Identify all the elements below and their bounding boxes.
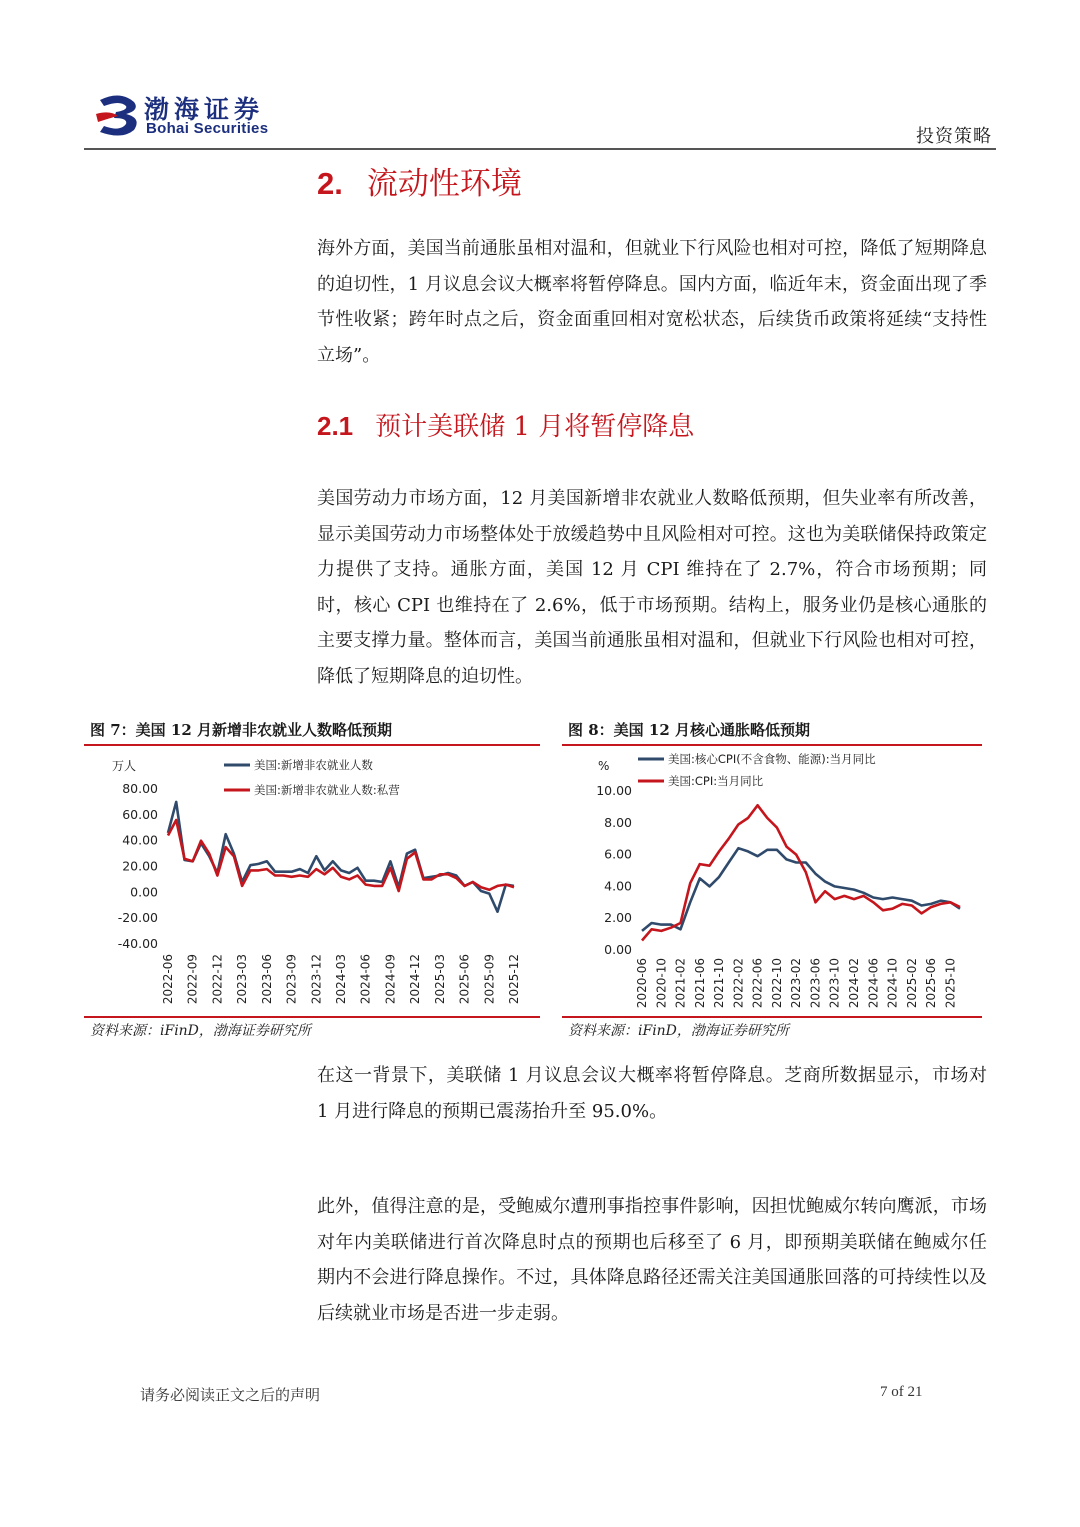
x-tick-label: 2021-10: [712, 958, 727, 1009]
x-tick-label: 2023-02: [789, 958, 804, 1009]
series-line-1: [168, 802, 514, 912]
section-number: 2.: [317, 166, 343, 201]
y-tick-label: 6.00: [604, 846, 632, 862]
x-tick-label: 2022-09: [185, 954, 200, 1005]
x-tick-label: 2025-02: [904, 958, 919, 1009]
logo-english-name: Bohai Securities: [146, 120, 269, 137]
x-tick-label: 2021-06: [692, 958, 707, 1009]
x-tick-label: 2025-12: [507, 954, 521, 1005]
x-tick-label: 2020-10: [654, 958, 669, 1009]
x-tick-label: 2025-03: [432, 954, 447, 1005]
subsection-title: 预计美联储 1 月将暂停降息: [375, 412, 695, 442]
x-tick-label: 2025-06: [457, 954, 472, 1005]
figure7-title: 图 7：美国 12 月新增非农就业人数略低预期: [90, 721, 392, 739]
subsection-heading: [317, 406, 694, 443]
x-tick-label: 2022-10: [769, 958, 784, 1009]
legend-label: 美国:新增非农就业人数: [254, 758, 373, 772]
y-unit-label: 万人: [112, 759, 137, 773]
x-tick-label: 2020-06: [635, 958, 649, 1009]
figure7-bottom-rule: [84, 1016, 540, 1018]
x-tick-label: 2024-06: [358, 954, 373, 1005]
x-tick-label: 2023-06: [259, 954, 274, 1005]
figure7-source: 资料来源：iFinD，渤海证券研究所: [90, 1023, 311, 1039]
x-tick-label: 2023-09: [284, 954, 299, 1005]
subsection-number: 2.1: [317, 411, 354, 441]
x-tick-label: 2024-12: [408, 954, 423, 1005]
legend-label: 美国:CPI:当月同比: [668, 774, 764, 788]
x-tick-label: 2024-10: [885, 958, 900, 1009]
paragraph-labor-inflation: 美国劳动力市场方面，12 月美国新增非农就业人数略低预期，但失业率有所改善，显示美国劳动力市场整体处于放缓趋势中且风险相对可控。这也为美联储保持政策定力提供了支持。通胀方面，美国 12 月 CPI 维持在了 2.7%，符合市场预期；同时，核心 CPI 也维持在了 2.6%，低于市场预期。结构上，服务业仍是核心通胀的主要支撑力量。整体而言，美国当前通胀虽相对温和，但就业下行风险也相对可控，降低了短期降息的迫切性。: [317, 488, 987, 687]
bohai-logo: [96, 92, 316, 142]
y-tick-label: 60.00: [122, 806, 158, 822]
page-number: 7 of 21: [880, 1384, 923, 1400]
paragraph-liquidity-overview: 海外方面，美国当前通胀虽相对温和，但就业下行风险也相对可控，降低了短期降息的迫切性，1 月议息会议大概率将暂停降息。国内方面，临近年末，资金面出现了季节性收紧；跨年时点之后，资金面重回相对宽松状态，后续货币政策将延续“支持性立场”。: [317, 238, 987, 366]
series-line-2: [642, 805, 960, 940]
x-tick-label: 2023-10: [827, 958, 842, 1009]
x-tick-label: 2024-09: [383, 954, 398, 1005]
y-tick-label: 10.00: [596, 783, 632, 798]
x-tick-label: 2022-02: [731, 958, 746, 1009]
paragraph-fed-expectation: 在这一背景下，美联储 1 月议息会议大概率将暂停降息。芝商所数据显示，市场对 1 月进行降息的预期已震荡抬升至 95.0%。: [317, 1065, 987, 1122]
legend-label: 美国:核心CPI(不含食物、能源):当月同比: [668, 752, 876, 766]
figure7-top-rule: [84, 744, 540, 746]
y-tick-label: 2.00: [604, 910, 632, 926]
x-tick-label: 2023-06: [808, 958, 823, 1009]
y-tick-label: -40.00: [117, 936, 158, 951]
figure8-source: 资料来源：iFinD，渤海证券研究所: [568, 1023, 789, 1039]
x-tick-label: 2025-06: [924, 958, 939, 1009]
x-tick-label: 2025-09: [482, 954, 497, 1005]
figure8-bottom-rule: [562, 1016, 982, 1018]
x-tick-label: 2022-06: [750, 958, 765, 1009]
section-heading: [317, 158, 522, 203]
y-tick-label: 4.00: [604, 878, 632, 894]
x-tick-label: 2021-02: [673, 958, 688, 1009]
figure8-cpi-chart: [562, 748, 982, 1014]
x-tick-label: 2023-12: [309, 954, 324, 1005]
x-tick-label: 2024-03: [334, 954, 348, 1005]
x-tick-label: 2023-03: [235, 954, 250, 1005]
section-title: 流动性环境: [366, 166, 522, 202]
section-tag: 投资策略: [916, 126, 992, 147]
x-tick-label: 2024-02: [847, 958, 861, 1009]
figure8-top-rule: [562, 744, 982, 746]
footer-disclaimer: 请务必阅读正文之后的声明: [140, 1386, 321, 1404]
y-tick-label: 0.00: [604, 942, 632, 957]
figure8-title: 图 8：美国 12 月核心通胀略低预期: [568, 721, 810, 739]
x-tick-label: 2022-12: [210, 954, 225, 1005]
bohai-logo-mark-icon: [96, 92, 144, 138]
x-tick-label: 2024-06: [866, 958, 881, 1009]
x-tick-label: 2022-06: [161, 954, 175, 1005]
logo-chinese-name: 渤海证券: [144, 95, 265, 124]
legend-label: 美国:新增非农就业人数:私营: [254, 783, 400, 797]
header-divider: [84, 148, 996, 150]
y-tick-label: 0.00: [130, 884, 158, 900]
y-tick-label: -20.00: [117, 910, 158, 926]
y-tick-label: 80.00: [122, 781, 158, 796]
figure7-nonfarm-chart: [84, 748, 540, 1014]
paragraph-powell-risk: 此外，值得注意的是，受鲍威尔遭刑事指控事件影响，因担忧鲍威尔转向鹰派，市场对年内美联储进行首次降息时点的预期也后移至了 6 月，即预期美联储在鲍威尔任期内不会进行降息操作。不过，具体降息路径还需关注美国通胀回落的可持续性以及后续就业市场是否进一步走弱。: [317, 1196, 987, 1324]
x-tick-label: 2025-10: [943, 958, 958, 1009]
y-tick-label: 8.00: [604, 814, 632, 830]
y-tick-label: 40.00: [122, 832, 158, 848]
y-tick-label: 20.00: [122, 858, 158, 874]
y-unit-label: %: [598, 759, 610, 773]
